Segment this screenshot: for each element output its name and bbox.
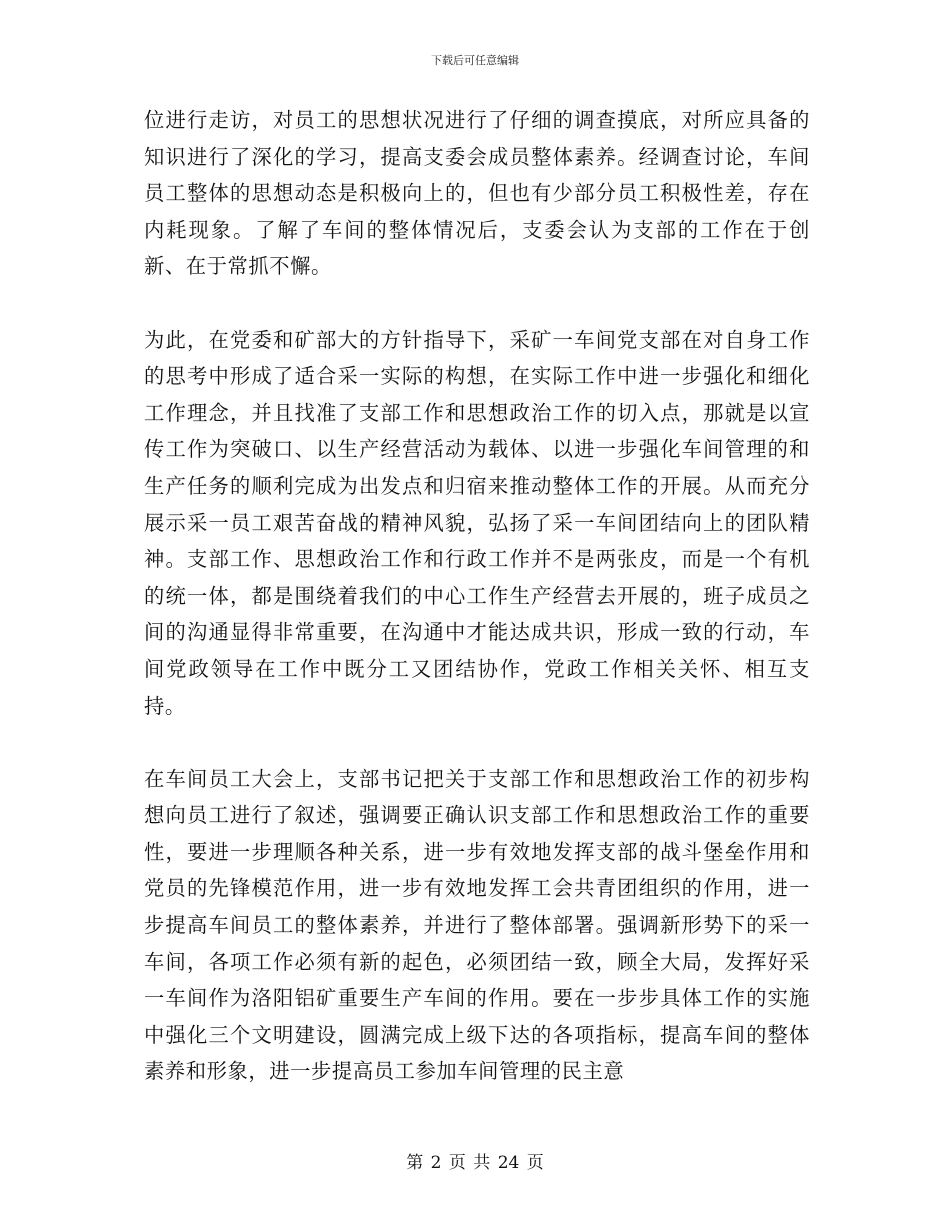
paragraph-3: 在车间员工大会上，支部书记把关于支部工作和思想政治工作的初步构想向员工进行了叙述，强调要正确认识支部工作和思想政治工作的重要性，要进一步理顺各种关系，进一步有效地发挥支部的战斗堡垒作用和党员的先锋模范作用，进一步有效地发挥工会共青团组织的作用，进一步提高车间员工的整体素养，并进行了整体部署。强调新形势下的采一车间，各项工作必须有新的起色，必须团结一致，顾全大局，发挥好采一车间作为洛阳铝矿重要生产车间的作用。要在一步步具体工作的实施中强化三个文明建设，圆满完成上级下达的各项指标，提高车间的整体素养和形象，进一步提高员工参加车间管理的民主意 [144, 766, 810, 1084]
paragraph-2: 为此，在党委和矿部大的方针指导下，采矿一车间党支部在对自身工作的思考中形成了适合采一实际的构想，在实际工作中进一步强化和细化工作理念，并且找准了支部工作和思想政治工作的切入点，那就是以宣传工作为突破口、以生产经营活动为载体、以进一步强化车间管理的和生产任务的顺利完成为出发点和归宿来推动整体工作的开展。从而充分展示采一员工艰苦奋战的精神风貌，弘扬了采一车间团结向上的团队精神。支部工作、思想政治工作和行政工作并不是两张皮，而是一个有机的统一体，都是围绕着我们的中心工作生产经营去开展的，班子成员之间的沟通显得非常重要，在沟通中才能达成共识，形成一致的行动，车间党政领导在工作中既分工又团结协作，党政工作相关关怀、相互支持。 [144, 327, 810, 718]
document-body [144, 102, 810, 1127]
paragraph-1: 位进行走访，对员工的思想状况进行了仔细的调查摸底，对所应具备的知识进行了深化的学习，提高支委会成员整体素养。经调查讨论，车间员工整体的思想动态是积极向上的，但也有少部分员工积极性差，存在内耗现象。了解了车间的整体情况后，支委会认为支部的工作在于创新、在于常抓不懈。 [144, 108, 810, 279]
page-number-footer: 第 2 页 共 24 页 [406, 1153, 544, 1173]
page-header: 下载后可任意编辑 [431, 54, 519, 67]
